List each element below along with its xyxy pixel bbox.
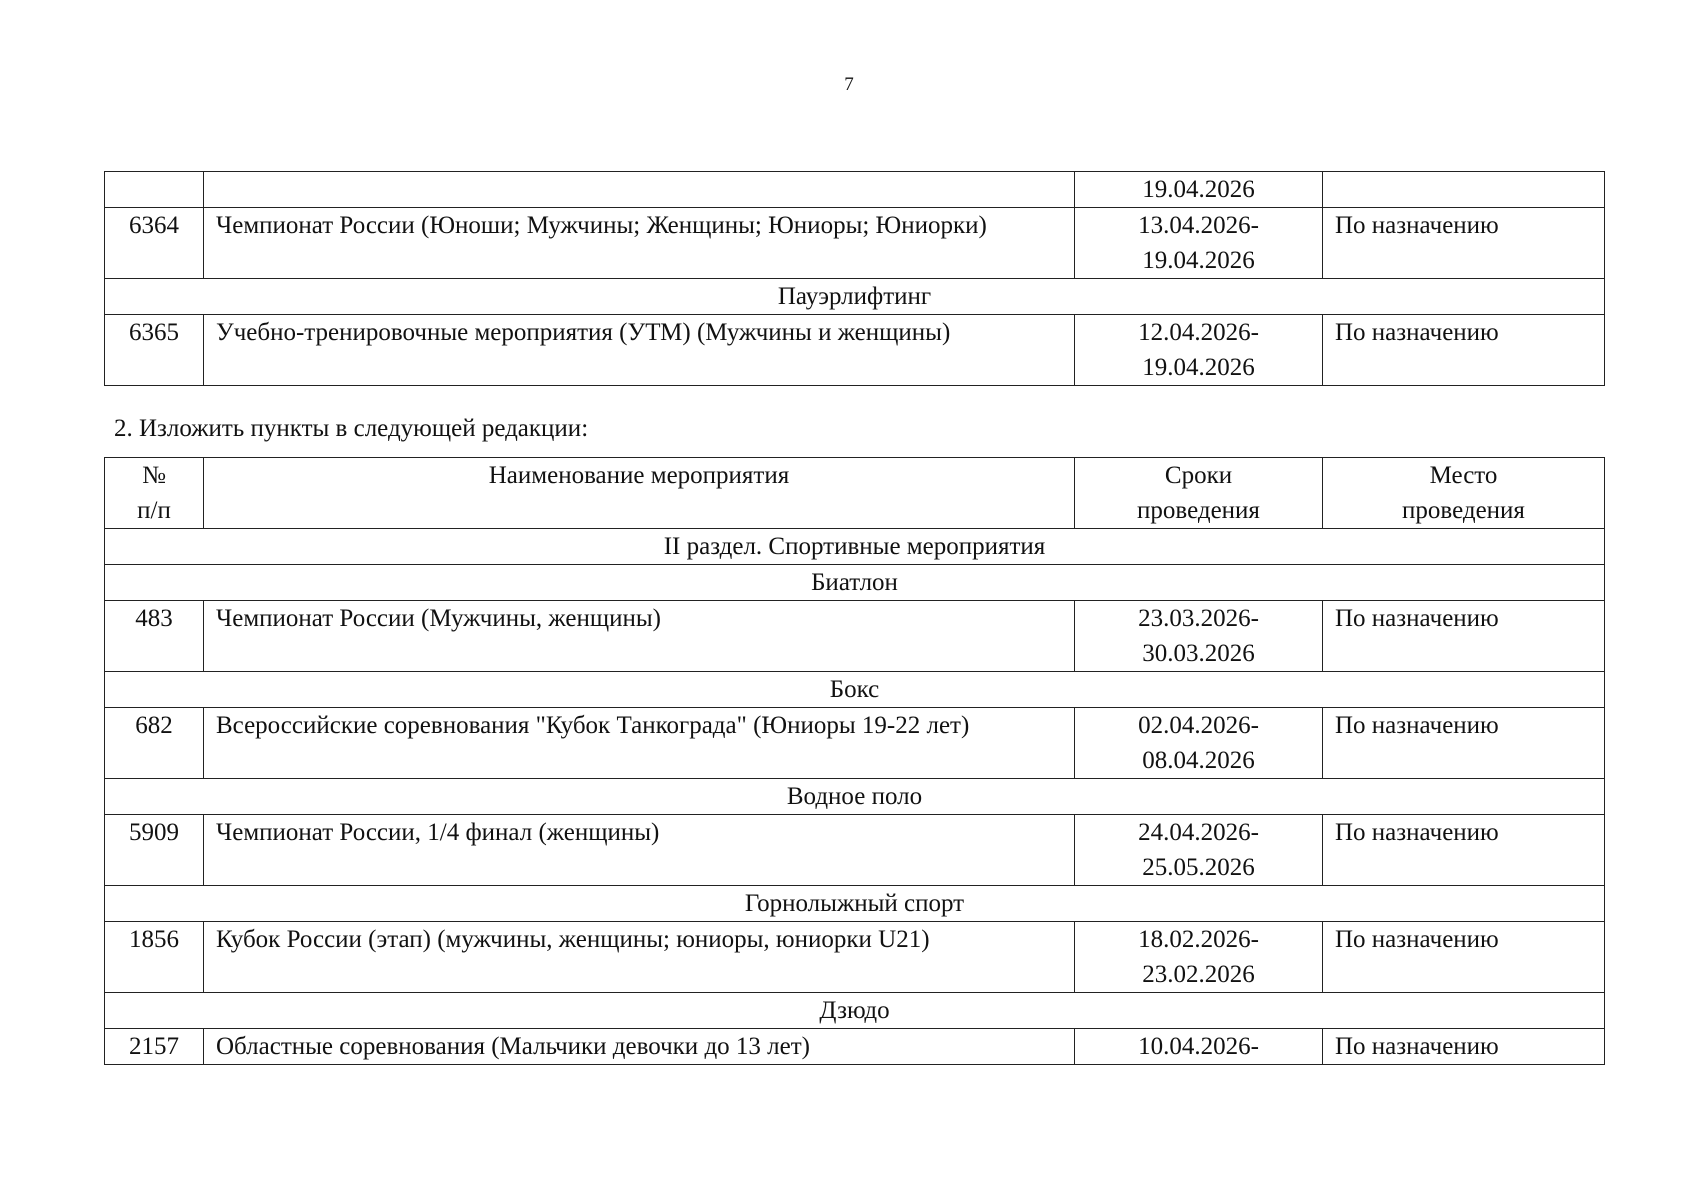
row-number: 5909	[105, 815, 204, 886]
section-title: Дзюдо	[105, 993, 1605, 1029]
section-title: Горнолыжный спорт	[105, 886, 1605, 922]
event-name: Чемпионат России (Юноши; Мужчины; Женщины; Юниоры; Юниорки)	[204, 208, 1075, 279]
section-title: II раздел. Спортивные мероприятия	[105, 529, 1605, 565]
event-place: По назначению	[1323, 922, 1605, 993]
header-number: № п/п	[105, 458, 204, 529]
section-row	[105, 529, 1605, 565]
section-row	[105, 779, 1605, 815]
event-place: По назначению	[1323, 1029, 1605, 1065]
section-row	[105, 886, 1605, 922]
row-number	[105, 172, 204, 208]
table-row	[105, 922, 1605, 993]
section-title: Биатлон	[105, 565, 1605, 601]
event-place: По назначению	[1323, 708, 1605, 779]
event-dates: 12.04.2026- 19.04.2026	[1075, 315, 1323, 386]
section-row	[105, 672, 1605, 708]
header-place: Место проведения	[1323, 458, 1605, 529]
row-number: 1856	[105, 922, 204, 993]
intro-text: 2. Изложить пункты в следующей редакции:	[114, 415, 589, 442]
table-row	[105, 208, 1605, 279]
section-row	[105, 279, 1605, 315]
event-dates: 10.04.2026-	[1075, 1029, 1323, 1065]
table-row	[105, 172, 1605, 208]
event-dates: 24.04.2026- 25.05.2026	[1075, 815, 1323, 886]
event-dates: 23.03.2026- 30.03.2026	[1075, 601, 1323, 672]
row-number: 2157	[105, 1029, 204, 1065]
events-table	[104, 457, 1605, 1065]
section-row	[105, 565, 1605, 601]
row-number: 6364	[105, 208, 204, 279]
section-title: Бокс	[105, 672, 1605, 708]
event-name: Чемпионат России, 1/4 финал (женщины)	[204, 815, 1075, 886]
row-number: 483	[105, 601, 204, 672]
event-place: По назначению	[1323, 601, 1605, 672]
event-name	[204, 172, 1075, 208]
events-table-continued	[104, 171, 1605, 386]
table-row	[105, 315, 1605, 386]
header-name: Наименование мероприятия	[204, 458, 1075, 529]
event-name: Кубок России (этап) (мужчины, женщины; юниоры, юниорки U21)	[204, 922, 1075, 993]
section-row	[105, 993, 1605, 1029]
page-number: 7	[844, 74, 854, 95]
event-name: Всероссийские соревнования "Кубок Танкограда" (Юниоры 19-22 лет)	[204, 708, 1075, 779]
event-name: Областные соревнования (Мальчики девочки до 13 лет)	[204, 1029, 1075, 1065]
event-place: По назначению	[1323, 815, 1605, 886]
event-name: Учебно-тренировочные мероприятия (УТМ) (Мужчины и женщины)	[204, 315, 1075, 386]
event-place	[1323, 172, 1605, 208]
row-number: 682	[105, 708, 204, 779]
event-name: Чемпионат России (Мужчины, женщины)	[204, 601, 1075, 672]
event-dates: 19.04.2026	[1075, 172, 1323, 208]
event-place: По назначению	[1323, 208, 1605, 279]
event-dates: 02.04.2026- 08.04.2026	[1075, 708, 1323, 779]
row-number: 6365	[105, 315, 204, 386]
event-dates: 18.02.2026- 23.02.2026	[1075, 922, 1323, 993]
table-row	[105, 1029, 1605, 1065]
table-header-row	[105, 458, 1605, 529]
event-dates: 13.04.2026- 19.04.2026	[1075, 208, 1323, 279]
event-place: По назначению	[1323, 315, 1605, 386]
header-dates: Сроки проведения	[1075, 458, 1323, 529]
table-row	[105, 815, 1605, 886]
table-row	[105, 601, 1605, 672]
section-title: Пауэрлифтинг	[105, 279, 1605, 315]
section-title: Водное поло	[105, 779, 1605, 815]
table-row	[105, 708, 1605, 779]
